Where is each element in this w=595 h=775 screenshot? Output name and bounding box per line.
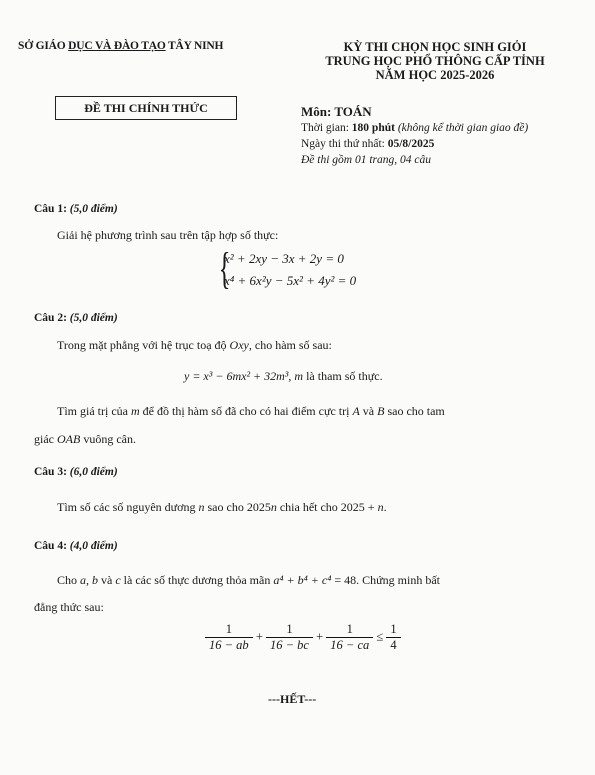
fraction-2: [266, 622, 313, 653]
q4-l1-a: Cho: [57, 573, 81, 587]
q1-title-label: Câu 1:: [34, 203, 70, 215]
date-line: [301, 136, 528, 152]
department-header: [18, 40, 223, 52]
fraction-rhs: [386, 622, 400, 653]
q4-condition-line1: [57, 573, 440, 588]
q4-l1-cond: a⁴ + b⁴ + c⁴: [273, 573, 332, 587]
q1-equation-2: x⁴ + 6x²y − 5x² + 4y² = 0: [224, 273, 357, 288]
leq-sign: ≤: [376, 629, 384, 644]
time-label: Thời gian:: [301, 122, 352, 134]
q1-title: [34, 203, 118, 215]
exam-title-line1: KỲ THI CHỌN HỌC SINH GIỎI: [343, 40, 527, 54]
fraction-3-den: 16 − ca: [330, 638, 370, 652]
q2-title: [34, 312, 118, 324]
fraction-1: [205, 622, 253, 653]
q3-title-label: Câu 3:: [34, 466, 70, 478]
department-name-part1: SỞ GIÁO: [18, 40, 69, 52]
brace-symbol: {: [218, 244, 231, 293]
exam-title-line3: NĂM HỌC 2025-2026: [375, 68, 495, 82]
q4-l1-c: c: [115, 573, 121, 587]
q2-req-B: B: [377, 404, 385, 418]
plus-sign-2: +: [316, 629, 324, 644]
q2-text-var: Oxy: [229, 338, 249, 352]
fraction-1-den: 16 − ab: [209, 638, 249, 652]
q2-text-a: Trong mặt phẳng với hệ trục toạ độ: [57, 338, 230, 352]
fraction-3-num: 1: [326, 622, 373, 638]
q3-text: [57, 500, 387, 515]
q2-req-b: để đồ thị hàm số đã cho có hai điểm cực trị: [139, 404, 353, 418]
q2-req-c: và: [359, 404, 378, 418]
q3-text-a: Tìm số các số nguyên dương: [57, 500, 199, 514]
q2-req-A: A: [352, 404, 360, 418]
q2-title-label: Câu 2:: [34, 312, 70, 324]
q2-req-OAB: OAB: [57, 432, 81, 446]
q2-req-e: giác: [34, 432, 57, 446]
exam-info: [301, 104, 528, 168]
q3-n3: n: [377, 500, 384, 514]
q4-title-label: Câu 4:: [34, 540, 70, 552]
q3-text-d: .: [383, 500, 387, 514]
q3-text-b: sao cho 2025: [204, 500, 271, 514]
pages-note-text: Đề thi gồm 01 trang, 04 câu: [301, 154, 432, 166]
q3-title: [34, 466, 118, 478]
q2-function: [184, 369, 383, 384]
q2-requirement-line2: [34, 432, 136, 447]
q4-title: [34, 540, 118, 552]
time-note: (không kể thời gian giao đề): [394, 122, 529, 134]
date-label: Ngày thi thứ nhất:: [301, 138, 388, 150]
time-line: [301, 120, 528, 136]
q2-text: [57, 338, 332, 353]
q4-l1-b: và: [98, 573, 116, 587]
fraction-rhs-num: 1: [386, 622, 400, 638]
q4-condition-line2: đẳng thức sau:: [34, 600, 104, 614]
q3-n1: n: [198, 500, 205, 514]
date-value: 05/8/2025: [387, 138, 435, 150]
q4-inequality: [205, 622, 401, 653]
q4-l1-vars: a, b: [80, 573, 99, 587]
q2-req-f: vuông cân.: [80, 432, 136, 446]
exam-header: [300, 40, 570, 82]
end-marker: ---HẾT---: [268, 692, 317, 706]
q1-equation-1: x² + 2xy − 3x + 2y = 0: [224, 251, 344, 266]
plus-sign-1: +: [255, 629, 263, 644]
q2-function-sep: ,: [288, 369, 295, 383]
department-name-underlined: DỤC VÀ ĐÀO TẠO: [68, 40, 166, 52]
q2-req-d: sao cho tam: [384, 404, 445, 418]
q2-req-a: Tìm giá trị của: [57, 404, 131, 418]
official-exam-box: ĐỀ THI CHÍNH THỨC: [55, 96, 237, 120]
pages-note: [301, 152, 528, 168]
q1-text: Giải hệ phương trình sau trên tập hợp số thực:: [57, 228, 279, 242]
department-name-part3: TÂY NINH: [165, 40, 224, 52]
q3-points: (6,0 điểm): [69, 466, 118, 478]
q3-text-c: chia hết cho 2025 +: [276, 500, 378, 514]
fraction-2-den: 16 − bc: [270, 638, 309, 652]
exam-title-line2: TRUNG HỌC PHỔ THÔNG CẤP TỈNH: [325, 54, 545, 68]
q2-function-expr: y = x³ − 6mx² + 32m³: [184, 369, 289, 383]
q4-l1-d: là các số thực dương thỏa mãn: [120, 573, 274, 587]
time-value: 180 phút: [351, 122, 395, 134]
q1-points: (5,0 điểm): [69, 203, 118, 215]
q4-points: (4,0 điểm): [69, 540, 118, 552]
fraction-1-num: 1: [205, 622, 253, 638]
subject-label: Môn: TOÁN: [301, 104, 372, 119]
q2-req-m: m: [130, 404, 140, 418]
fraction-2-num: 1: [266, 622, 313, 638]
q2-points: (5,0 điểm): [69, 312, 118, 324]
fraction-3: [326, 622, 373, 653]
q2-function-note: là tham số thực.: [303, 369, 383, 383]
q4-l1-e: = 48. Chứng minh bất: [331, 573, 440, 587]
q3-n2: n: [270, 500, 277, 514]
q2-function-var: m: [294, 369, 304, 383]
fraction-rhs-den: 4: [390, 638, 397, 652]
q2-text-b: , cho hàm số sau:: [248, 338, 332, 352]
q2-requirement-line1: [57, 404, 445, 419]
